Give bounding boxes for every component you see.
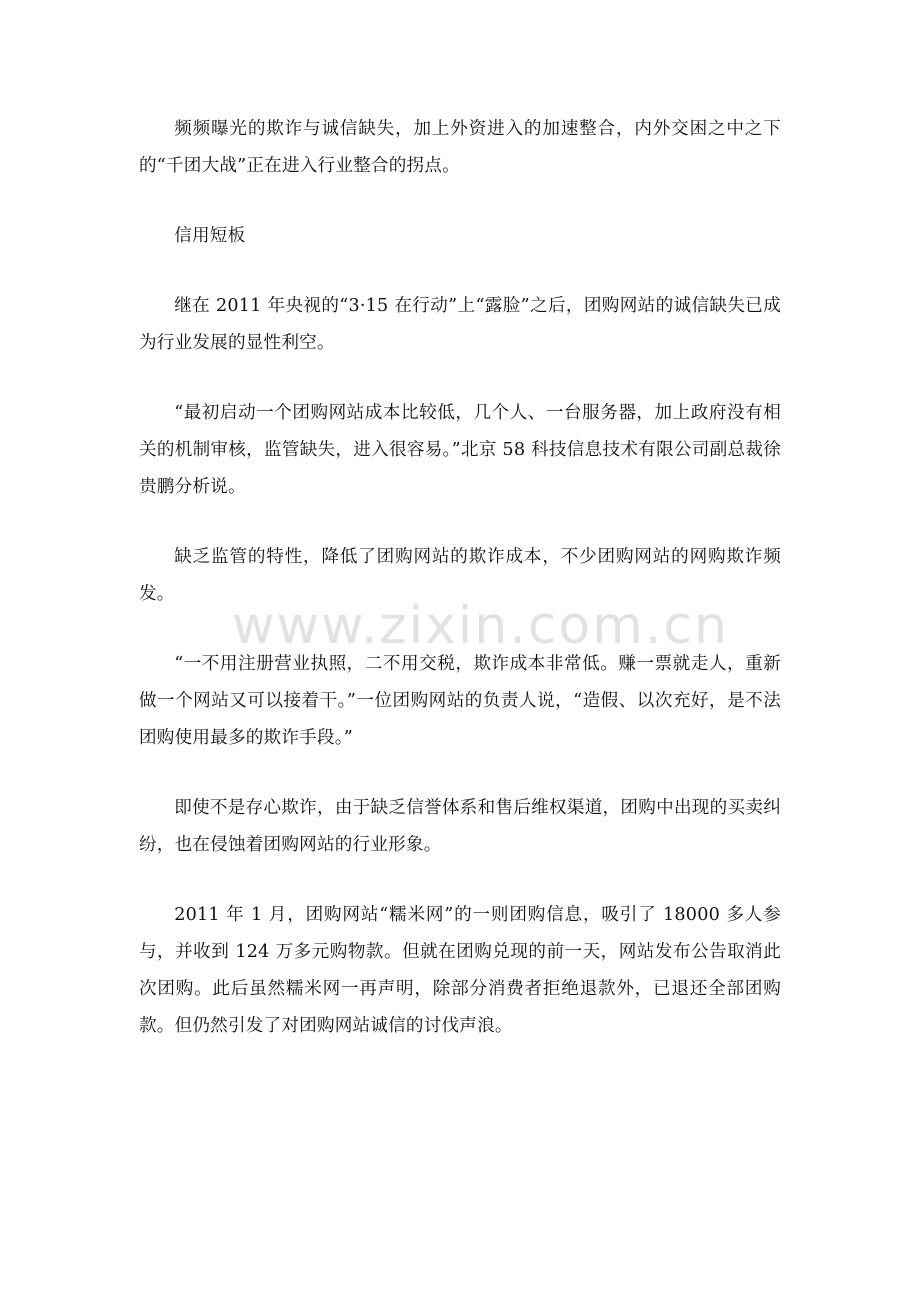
paragraph-intro: 频频曝光的欺诈与诚信缺失，加上外资进入的加速整合，内外交困之中之下的“千团大战”正在进入行业整合的拐点。 xyxy=(139,119,781,176)
paragraph-regulation: 缺乏监管的特性，降低了团购网站的欺诈成本，不少团购网站的网购欺诈频发。 xyxy=(139,547,781,604)
paragraph-disputes: 即使不是存心欺诈，由于缺乏信誉体系和售后维权渠道，团购中出现的买卖纠纷，也在侵蚀着团购网站的行业形象。 xyxy=(139,798,781,855)
paragraph-quote-cost: “最初启动一个团购网站成本比较低，几个人、一台服务器，加上政府没有相关的机制审核，监管缺失，进入很容易。”北京 58 科技信息技术有限公司副总裁徐贵鹏分析说。 xyxy=(139,403,781,497)
watermark-text: www.zixin.com.cn xyxy=(232,596,729,656)
paragraph-quote-fraud: “一不用注册营业执照，二不用交税，欺诈成本非常低。赚一票就走人，重新做一个网站又可以接着干。”一位团购网站的负责人说，“造假、以次充好，是不法团购使用最多的欺诈手段。” xyxy=(139,654,781,748)
paragraph-nuomi-case: 2011 年 1 月，团购网站“糯米网”的一则团购信息，吸引了 18000 多人参与，并收到 124 万多元购物款。但就在团购兑现的前一天，网站发布公告取消此次团购。此后虽然糯米网一再声明，除部分消费者拒绝退款外，已退还全部团购款。但仍然引发了对团购网站诚信的讨伐声浪。 xyxy=(139,905,781,1036)
paragraph-cctv: 继在 2011 年央视的“3·15 在行动”上“露脸”之后，团购网站的诚信缺失已成为行业发展的显性利空。 xyxy=(139,296,781,353)
document-body xyxy=(139,111,781,1078)
section-heading: 信用短板 xyxy=(174,226,246,246)
